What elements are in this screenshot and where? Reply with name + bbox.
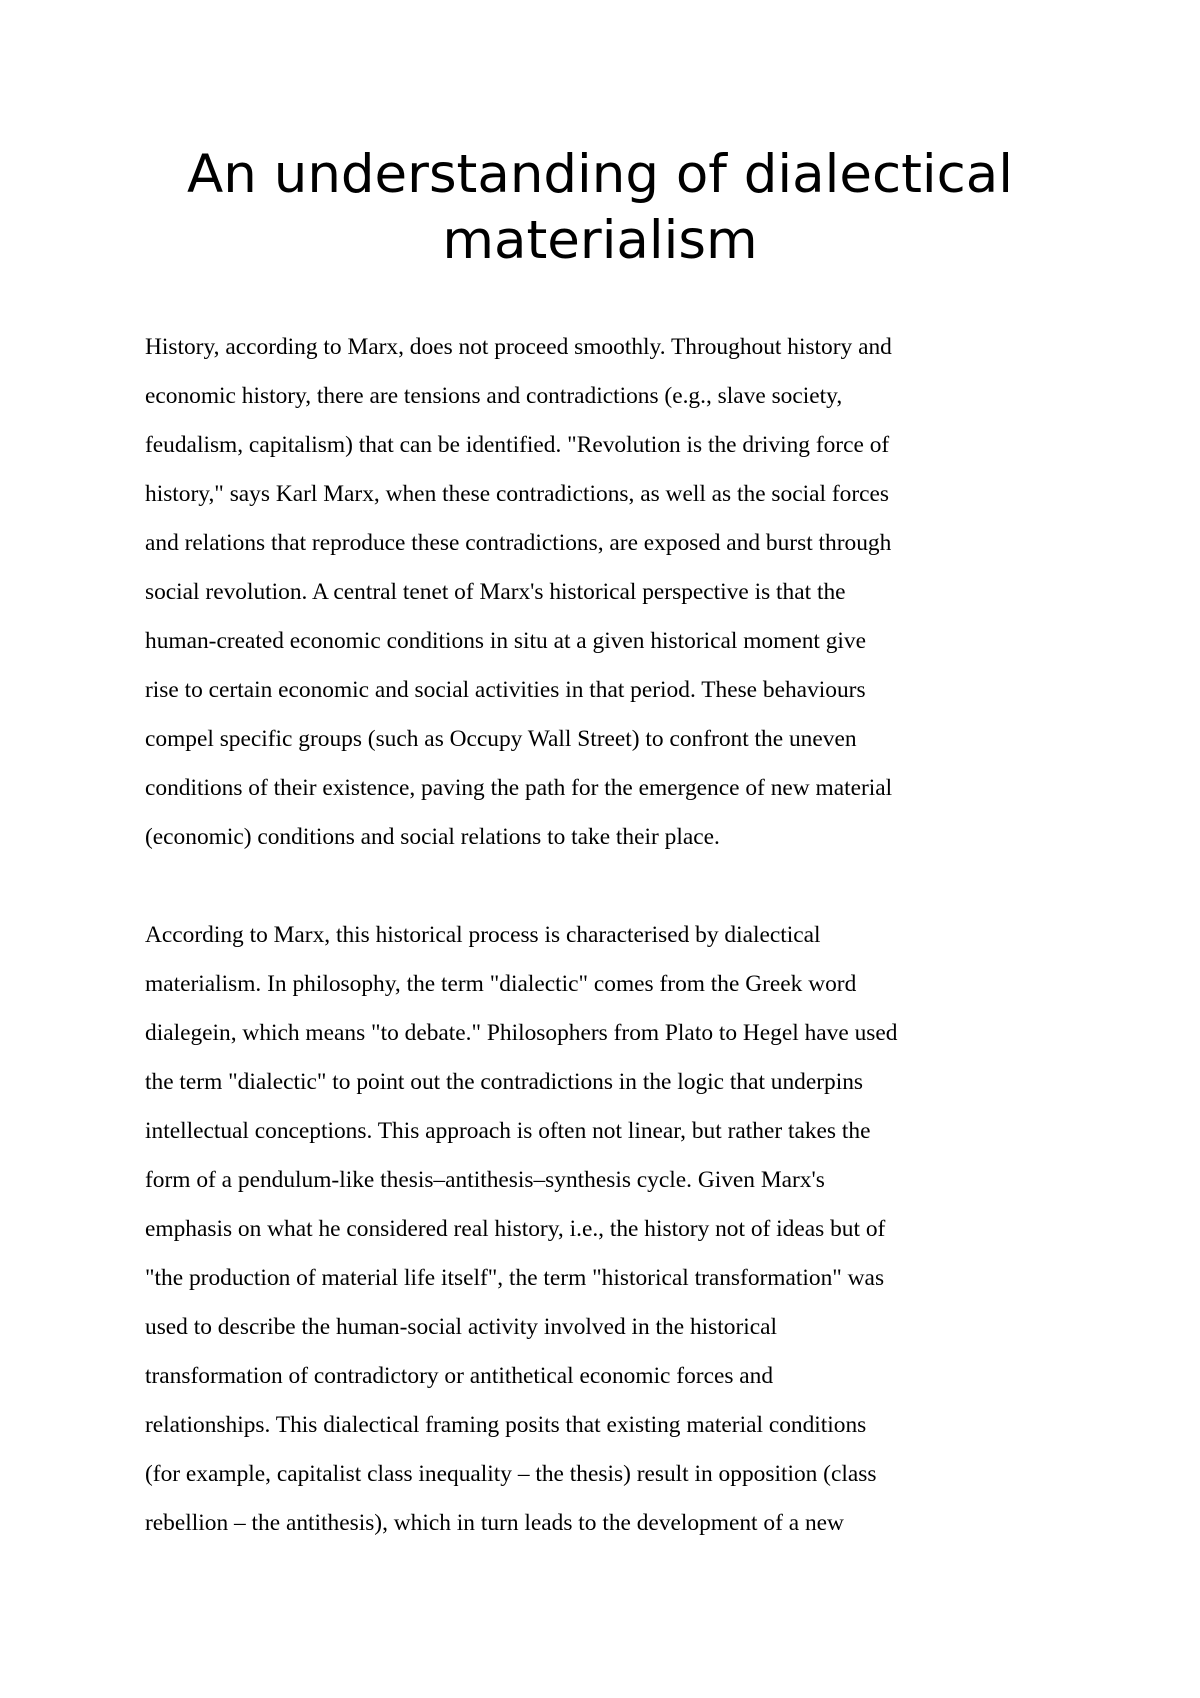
text-line: used to describe the human-social activity involved in the historical	[145, 1314, 778, 1340]
text-line: social revolution. A central tenet of Marx's historical perspective is that the	[145, 579, 846, 605]
text-line: compel specific groups (such as Occupy Wall Street) to confront the uneven	[145, 726, 857, 752]
text-line: economic history, there are tensions and contradictions (e.g., slave society,	[145, 383, 843, 409]
text-line: dialegein, which means "to debate." Philosophers from Plato to Hegel have used	[145, 1020, 898, 1046]
title-line: An understanding of dialectical	[187, 144, 1013, 205]
text-line: (for example, capitalist class inequality – the thesis) result in opposition (class	[145, 1461, 877, 1487]
text-line: and relations that reproduce these contradictions, are exposed and burst through	[145, 530, 892, 556]
text-line: According to Marx, this historical process is characterised by dialectical	[145, 922, 821, 948]
text-line: feudalism, capitalism) that can be identified. "Revolution is the driving force of	[145, 432, 890, 458]
text-line: intellectual conceptions. This approach is often not linear, but rather takes the	[145, 1118, 871, 1144]
title-line: materialism	[442, 210, 758, 271]
text-line: rise to certain economic and social activities in that period. These behaviours	[145, 677, 866, 703]
paragraph	[145, 323, 1065, 862]
text-line: relationships. This dialectical framing posits that existing material conditions	[145, 1412, 867, 1438]
text-line: history," says Karl Marx, when these contradictions, as well as the social forces	[145, 481, 889, 507]
text-line: the term "dialectic" to point out the contradictions in the logic that underpins	[145, 1069, 864, 1095]
text-line: conditions of their existence, paving the path for the emergence of new material	[145, 775, 893, 801]
text-line: transformation of contradictory or antithetical economic forces and	[145, 1363, 774, 1389]
text-line: form of a pendulum-like thesis–antithesis–synthesis cycle. Given Marx's	[145, 1167, 825, 1193]
text-line: History, according to Marx, does not proceed smoothly. Throughout history and	[145, 334, 892, 360]
text-line: "the production of material life itself", the term "historical transformation" was	[145, 1265, 885, 1291]
paragraph-spacer	[145, 862, 1065, 911]
paragraph	[145, 911, 1065, 1548]
text-line: materialism. In philosophy, the term "dialectic" comes from the Greek word	[145, 971, 857, 997]
text-line: (economic) conditions and social relations to take their place.	[145, 824, 720, 850]
document-title	[120, 142, 1080, 274]
text-line: emphasis on what he considered real history, i.e., the history not of ideas but of	[145, 1216, 886, 1242]
text-line: human-created economic conditions in situ at a given historical moment give	[145, 628, 867, 654]
text-line: rebellion – the antithesis), which in turn leads to the development of a new	[145, 1510, 844, 1536]
document-body	[145, 323, 1065, 1548]
